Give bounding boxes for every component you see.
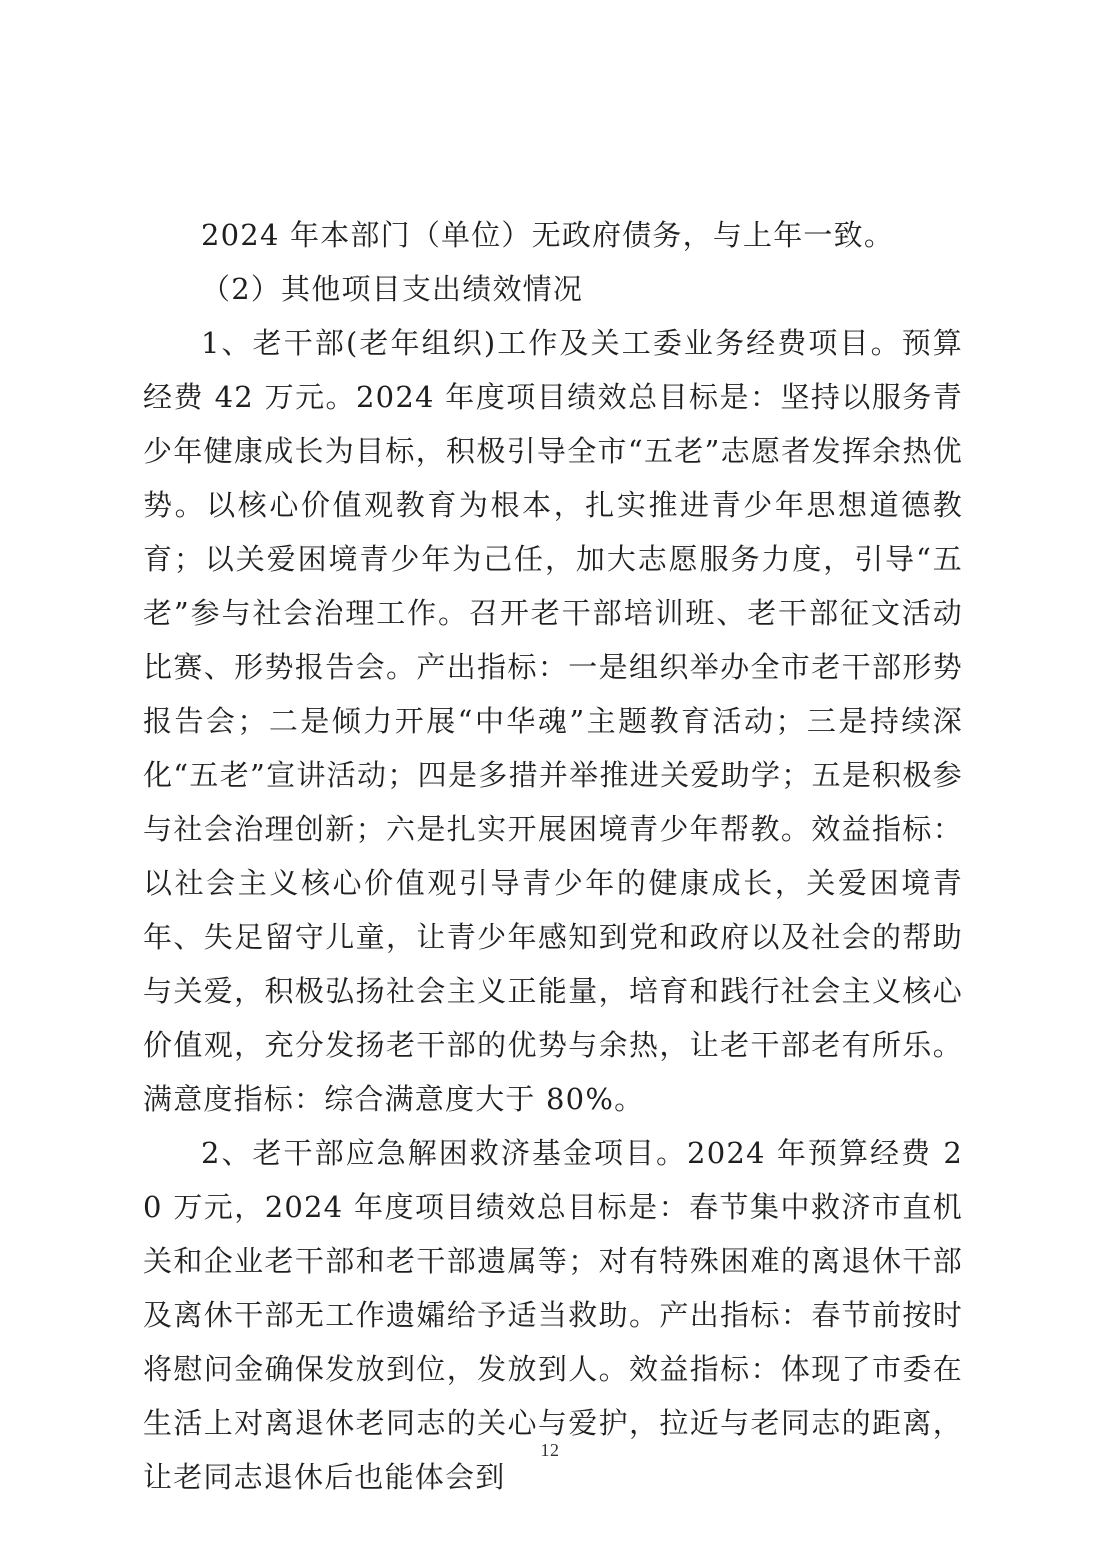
paragraph-project-2: 2、老干部应急解困救济基金项目。2024 年预算经费 20 万元，2024 年度项目绩效总目标是：春节集中救济市直机关和企业老干部和老干部遗属等；对有特殊困难的离退休干部及离休干部无工作遗孀给予适当救助。产出指标：春节前按时将慰问金确保发放到位，发放到人。效益指标：体现了市委在生活上对离退休老同志的关心与爱护，拉近与老同志的距离，让老同志退休后也能体会到	[143, 1136, 963, 1494]
section-heading-other-projects: （2）其他项目支出绩效情况	[201, 272, 584, 306]
paragraph-project-1: 1、老干部(老年组织)工作及关工委业务经费项目。预算经费 42 万元。2024 年度项目绩效总目标是：坚持以服务青少年健康成长为目标，积极引导全市“五老”志愿者发挥余热优势。以核心价值观教育为根本，扎实推进青少年思想道德教育；以关爱困境青少年为己任，加大志愿服务力度，引导“五老”参与社会治理工作。召开老干部培训班、老干部征文活动比赛、形势报告会。产出指标：一是组织举办全市老干部形势报告会；二是倾力开展“中华魂”主题教育活动；三是持续深化“五老”宣讲活动；四是多措并举推进关爱助学；五是积极参与社会治理创新；六是扎实开展困境青少年帮教。效益指标：以社会主义核心价值观引导青少年的健康成长，关爱困境青年、失足留守儿童，让青少年感知到党和政府以及社会的帮助与关爱，积极弘扬社会主义正能量，培育和践行社会主义核心价值观，充分发扬老干部的优势与余热，让老干部老有所乐。满意度指标：综合满意度大于 80%。	[143, 326, 963, 1116]
page-number: 12	[540, 1440, 560, 1460]
paragraph-government-debt: 2024 年本部门（单位）无政府债务，与上年一致。	[201, 218, 895, 252]
document-body	[143, 208, 963, 1504]
